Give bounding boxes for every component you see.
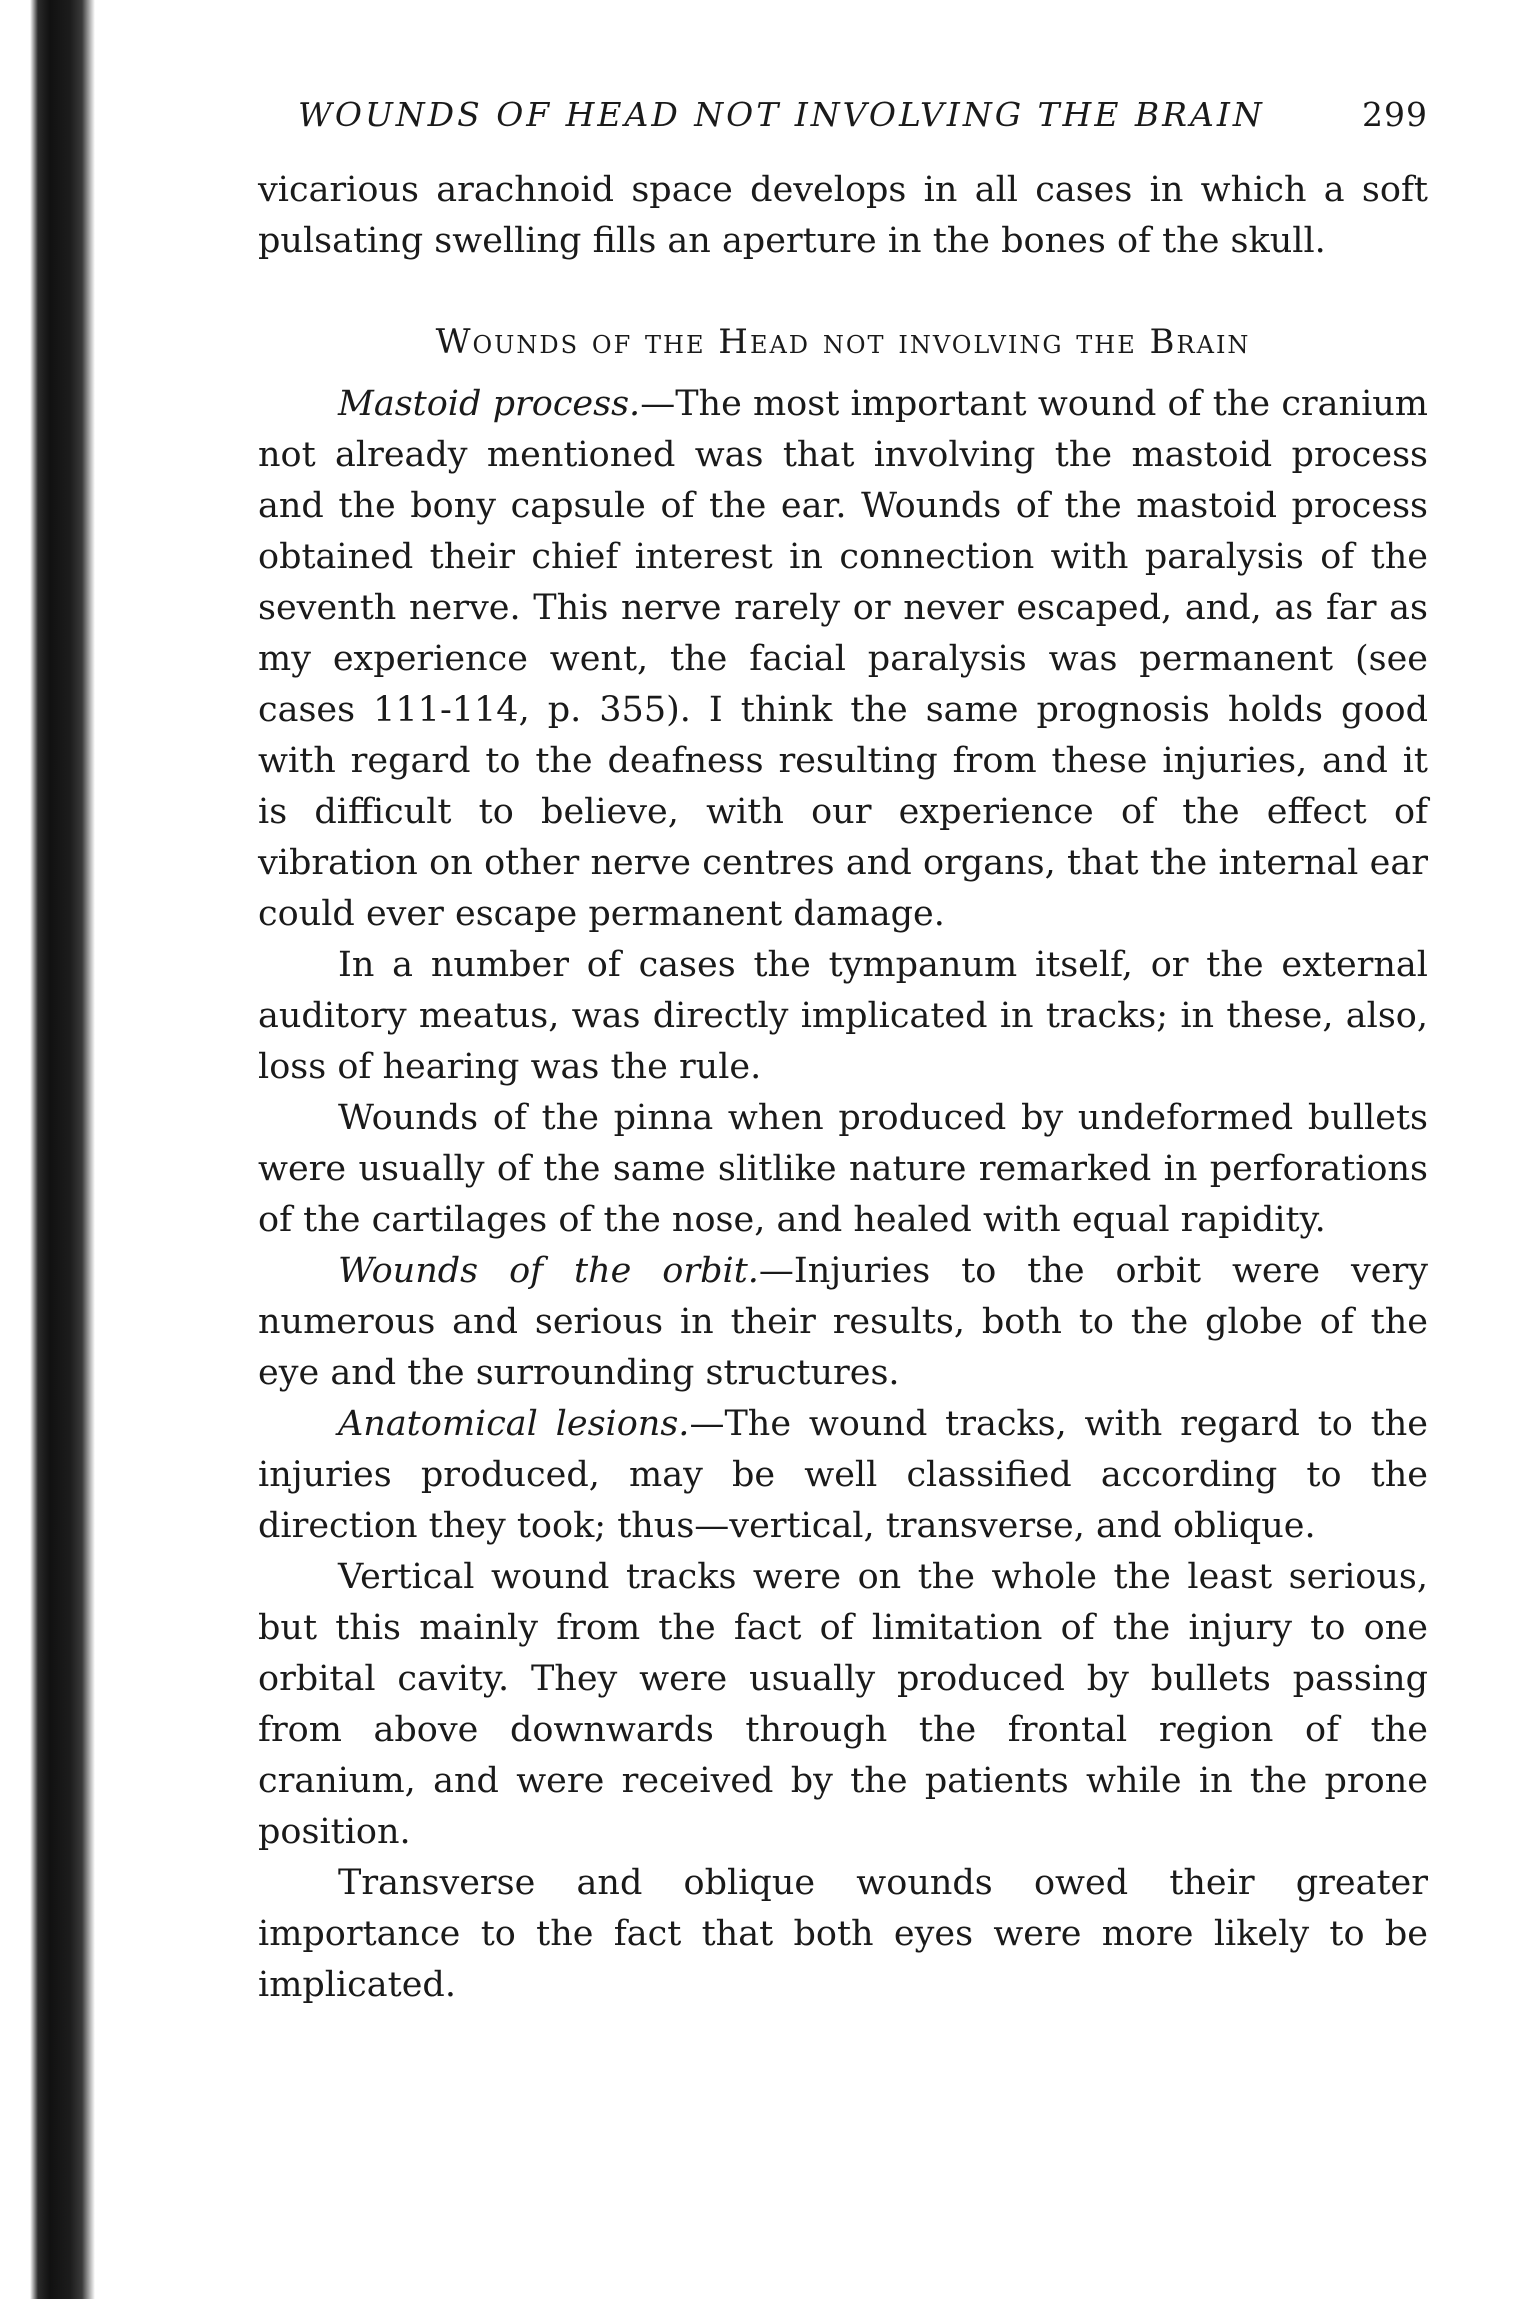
paragraph-anatomical-lesions: [258, 1399, 1428, 1552]
paragraph-body: Transverse and oblique wounds owed their greater importance to the fact that both eyes were more likely to be implicated.: [258, 1863, 1428, 2005]
section-heading: Wounds of the Head not involving the Brain: [435, 322, 1251, 362]
paragraph-body: —The wound tracks, with regard to the injuries produced, may be well classified according to the direction they took; thus—vertical, transverse, and oblique.: [258, 1404, 1428, 1546]
intro-paragraph: vicarious arachnoid space develops in all cases in which a soft pulsating swelling fills an aperture in the bones of the skull.: [258, 170, 1428, 261]
paragraph-transverse-oblique: [258, 1858, 1428, 2011]
paragraph-pinna: [258, 1093, 1428, 1246]
paragraph-vertical-tracks: [258, 1552, 1428, 1858]
paragraph-orbit: [258, 1246, 1428, 1399]
running-title: WOUNDS OF HEAD NOT INVOLVING THE BRAIN: [298, 95, 1265, 134]
paragraph-body: Vertical wound tracks were on the whole the least serious, but this mainly from the fact of limitation of the injury to one orbital cavity. They were usually produced by bullets passing from above downwards through the frontal region of the cranium, and were received by the patients while in the prone position.: [258, 1557, 1428, 1852]
paragraph-lead: Anatomical lesions.: [338, 1404, 690, 1444]
paragraph-body: —Injuries to the orbit were very numerous and serious in their results, both to the globe of the eye and the surrounding structures.: [258, 1251, 1428, 1393]
running-head: [298, 95, 1428, 165]
paragraph-body: Wounds of the pinna when produced by undeformed bullets were usually of the same slitlike nature remarked in perforations of the cartilages of the nose, and healed with equal rapidity.: [258, 1098, 1428, 1240]
paragraph-lead: Wounds of the orbit.: [338, 1251, 759, 1291]
paragraph-tympanum: [258, 940, 1428, 1093]
paragraph-body: In a number of cases the tympanum itself, or the external auditory meatus, was directly implicated in tracks; in these, also, loss of hearing was the rule.: [258, 945, 1428, 1087]
page-number: 299: [1362, 95, 1428, 134]
paragraph-mastoid: [258, 379, 1428, 940]
book-page: [258, 95, 1428, 2011]
scanned-page-spine: [0, 0, 95, 2299]
paragraph-lead: Mastoid process.: [338, 384, 641, 424]
paragraph-body: —The most important wound of the cranium not already mentioned was that involving the mastoid process and the bony capsule of the ear. Wounds of the mastoid process obtained their chief interest in connection with paralysis of the seventh nerve. This nerve rarely or never escaped, and, as far as my experience went, the facial paralysis was permanent (see cases 111-114, p. 355). I think the same prognosis holds good with regard to the deafness resulting from these injuries, and it is difficult to believe, with our experience of the effect of vibration on other nerve centres and organs, that the internal ear could ever escape permanent damage.: [258, 384, 1428, 934]
